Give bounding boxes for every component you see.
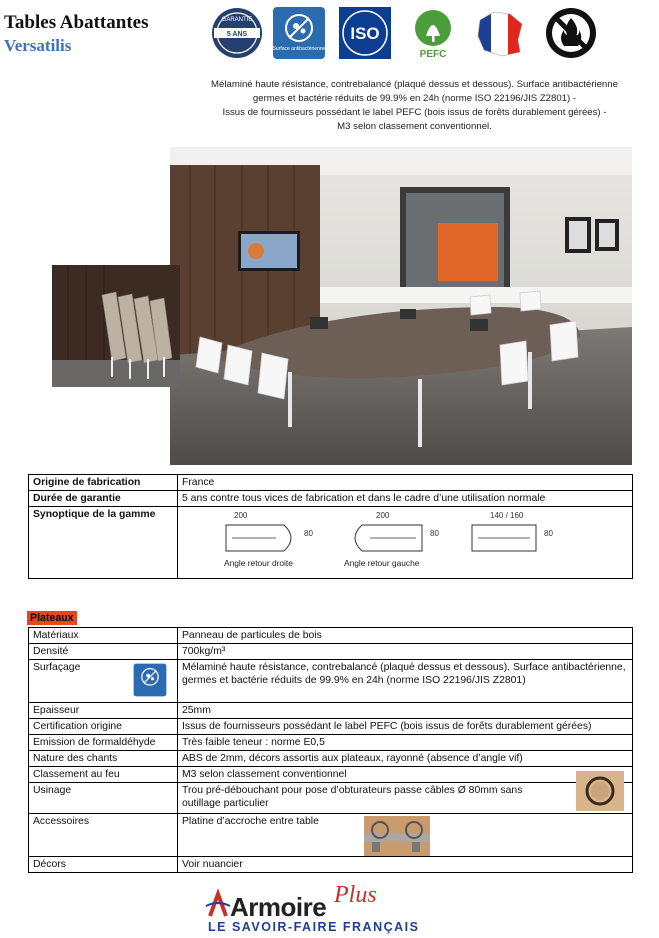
cable-grommet-icon (576, 771, 624, 811)
iso-icon (338, 6, 392, 60)
garantie-label: GARANTIE (221, 17, 253, 23)
table-row (29, 703, 633, 719)
spec-value-cell (178, 814, 633, 857)
spec-key: Classement au feu (29, 767, 178, 783)
certification-logos (210, 6, 608, 64)
table-row (29, 628, 633, 644)
antibacterial-label: Surface antibactérienne (272, 46, 326, 52)
intro-line: germes et bactérie réduits de 99.9% en 24h (norme ISO 22196/JIS Z2801) - (252, 93, 577, 104)
spec-value: France (178, 475, 633, 491)
spec-key-cell (29, 660, 178, 703)
spec-key: Epaisseur (29, 703, 178, 719)
spec-value: Platine d’accroche entre table (182, 816, 319, 827)
spec-key: Décors (29, 857, 178, 873)
table-row (29, 735, 633, 751)
spec-value: Panneau de particules de bois (178, 628, 633, 644)
table-row (29, 475, 633, 491)
intro-line: Issus de fournisseurs possédant le label PEFC (bois issus de forêts durablement gérées) - (222, 107, 607, 118)
france-map-icon (472, 6, 526, 60)
synoptic-cell (178, 507, 633, 579)
spec-value: Issus de fournisseurs possédant le label PEFC (bois issus de forêts durablement gérées) (178, 719, 633, 735)
synoptic-caption: Angle retour droite (224, 558, 293, 568)
connecting-plate-icon (364, 816, 430, 856)
shape-rectangle-icon (468, 521, 542, 555)
antibacterial-icon (272, 6, 326, 60)
spec-value: Très faible teneur : norme E0,5 (178, 735, 633, 751)
width-dim: 200 (234, 511, 248, 520)
iso-label: ISO (350, 24, 380, 43)
intro-line: Mélaminé haute résistance, contrebalancé (plaqué dessus et dessous). Surface antibactérienne (211, 79, 618, 90)
spec-key: Durée de garantie (29, 491, 178, 507)
shape-angle-right-icon (222, 521, 302, 555)
section-title-plateaux: Plateaux (27, 611, 77, 625)
table-row (29, 660, 633, 703)
table-row (29, 767, 633, 783)
garantie-icon (210, 6, 264, 60)
page-title: Tables Abattantes (4, 12, 149, 33)
table-row (29, 644, 633, 660)
spec-value: ABS de 2mm, décors assortis aux plateaux, rayonné (absence d’angle vif) (178, 751, 633, 767)
spec-key: Surfaçage (33, 662, 81, 673)
intro-text (170, 78, 659, 134)
table-row (29, 491, 633, 507)
depth-dim: 80 (304, 529, 313, 538)
spec-key: Certification origine (29, 719, 178, 735)
folded-tables-inset (52, 265, 180, 387)
spec-value: M3 selon classement conventionnel (178, 767, 633, 783)
brand-tagline: LE SAVOIR-FAIRE FRANÇAIS (208, 920, 420, 934)
depth-dim: 80 (544, 529, 553, 538)
general-specs-table (28, 474, 633, 579)
garantie-sub: 5 ANS (226, 31, 248, 38)
spec-value: 25mm (178, 703, 633, 719)
armoireplus-logo (204, 882, 444, 934)
table-row (29, 857, 633, 873)
spec-value-cell (178, 783, 633, 814)
spec-key: Emission de formaldéhyde (29, 735, 178, 751)
depth-dim: 80 (430, 529, 439, 538)
spec-value: Voir nuancier (178, 857, 633, 873)
shape-angle-left-icon (342, 521, 428, 555)
brand-plus: Plus (334, 882, 377, 908)
spec-key: Accessoires (29, 814, 178, 857)
spec-key: Matériaux (29, 628, 178, 644)
spec-key: Nature des chants (29, 751, 178, 767)
table-row (29, 719, 633, 735)
spec-value: Mélaminé haute résistance, contrebalancé (plaqué dessus et dessous). Surface antibactérienne, germes et bactérie réduits de 99.9% en 24h (norme ISO 22196/JIS Z2801) (178, 660, 633, 703)
spec-key: Densité (29, 644, 178, 660)
spec-key: Origine de fabrication (29, 475, 178, 491)
pefc-label: PEFC (419, 49, 447, 60)
spec-value: Trou pré-débouchant pour pose d’obturateurs passe câbles Ø 80mm sans outillage particulier (182, 785, 523, 809)
spec-value: 5 ans contre tous vices de fabrication et dans le cadre d’une utilisation normale (178, 491, 633, 507)
table-row (29, 783, 633, 814)
pefc-icon (406, 6, 460, 60)
table-row (29, 814, 633, 857)
spec-key: Synoptique de la gamme (29, 507, 178, 579)
spec-key: Usinage (29, 783, 178, 814)
table-row (29, 751, 633, 767)
width-dim: 200 (376, 511, 390, 520)
no-fire-icon (544, 6, 598, 60)
synoptic-caption: Angle retour gauche (344, 558, 420, 568)
brand-name: Armoire (230, 892, 327, 922)
page-subtitle: Versatilis (4, 36, 72, 55)
meeting-room-photo (170, 147, 632, 465)
plateaux-specs-table (28, 627, 633, 873)
table-row (29, 507, 633, 579)
intro-line: M3 selon classement conventionnel. (337, 121, 492, 132)
spec-value: 700kg/m³ (178, 644, 633, 660)
width-dim: 140 / 160 (490, 511, 524, 520)
antibacterial-icon (133, 663, 167, 697)
